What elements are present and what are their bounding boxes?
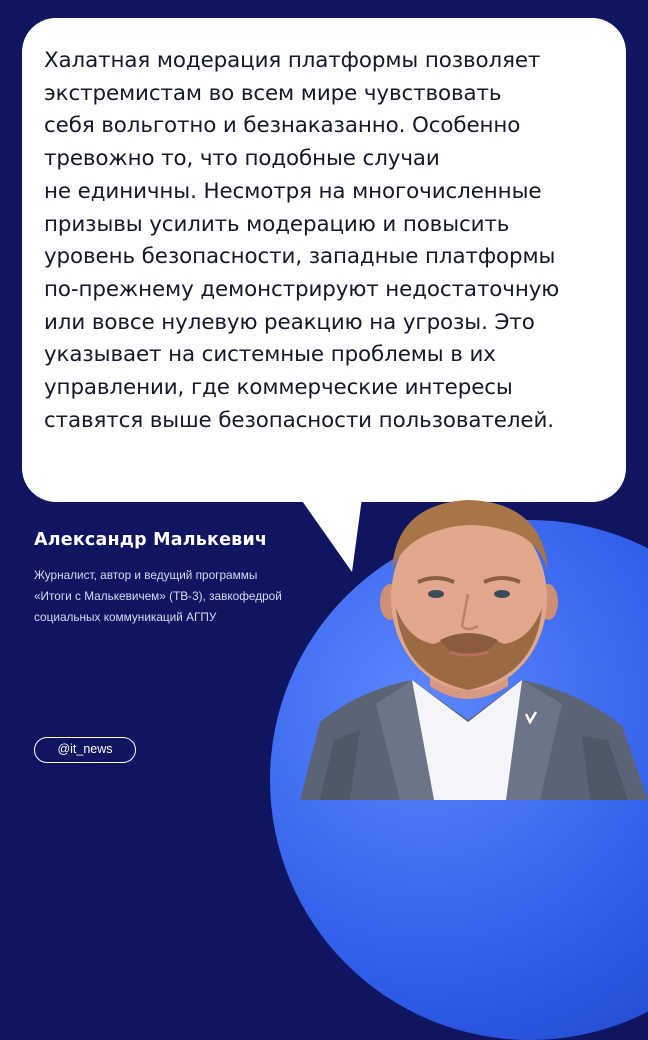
quote-line: тревожно то, что подобные случаи bbox=[44, 146, 440, 172]
author-name: Александр Малькевич bbox=[34, 530, 268, 550]
quote-line: себя вольготно и безнаказанно. Особенно bbox=[44, 113, 521, 139]
quote-line: не единичны. Несмотря на многочисленные bbox=[44, 178, 542, 204]
author-description-line: социальных коммуникаций АГПУ bbox=[34, 610, 217, 624]
author-description-line: «Итоги с Малькевичем» (ТВ-3), завкофедрой bbox=[34, 589, 282, 603]
channel-handle-badge[interactable]: @it_news bbox=[34, 737, 136, 763]
quote-line: экстремистам во всем мире чувствовать bbox=[44, 80, 502, 106]
quote-line: уровень безопасности, западные платформы bbox=[44, 244, 556, 270]
author-portrait bbox=[290, 490, 648, 800]
quote-text bbox=[44, 45, 614, 437]
quote-line: указывает на системные проблемы в их bbox=[44, 342, 496, 368]
quote-line: или вовсе нулевую реакцию на угрозы. Это bbox=[44, 309, 535, 335]
author-description-line: Журналист, автор и ведущий программы bbox=[34, 568, 258, 582]
quote-line: управлении, где коммерческие интересы bbox=[44, 375, 513, 401]
quote-line: по-прежнему демонстрируют недостаточную bbox=[44, 276, 560, 302]
quote-line: призывы усилить модерацию и повысить bbox=[44, 211, 510, 237]
quote-line: Халатная модерация платформы позволяет bbox=[44, 48, 541, 73]
quote-line: ставятся выше безопасности пользователей. bbox=[44, 407, 554, 433]
